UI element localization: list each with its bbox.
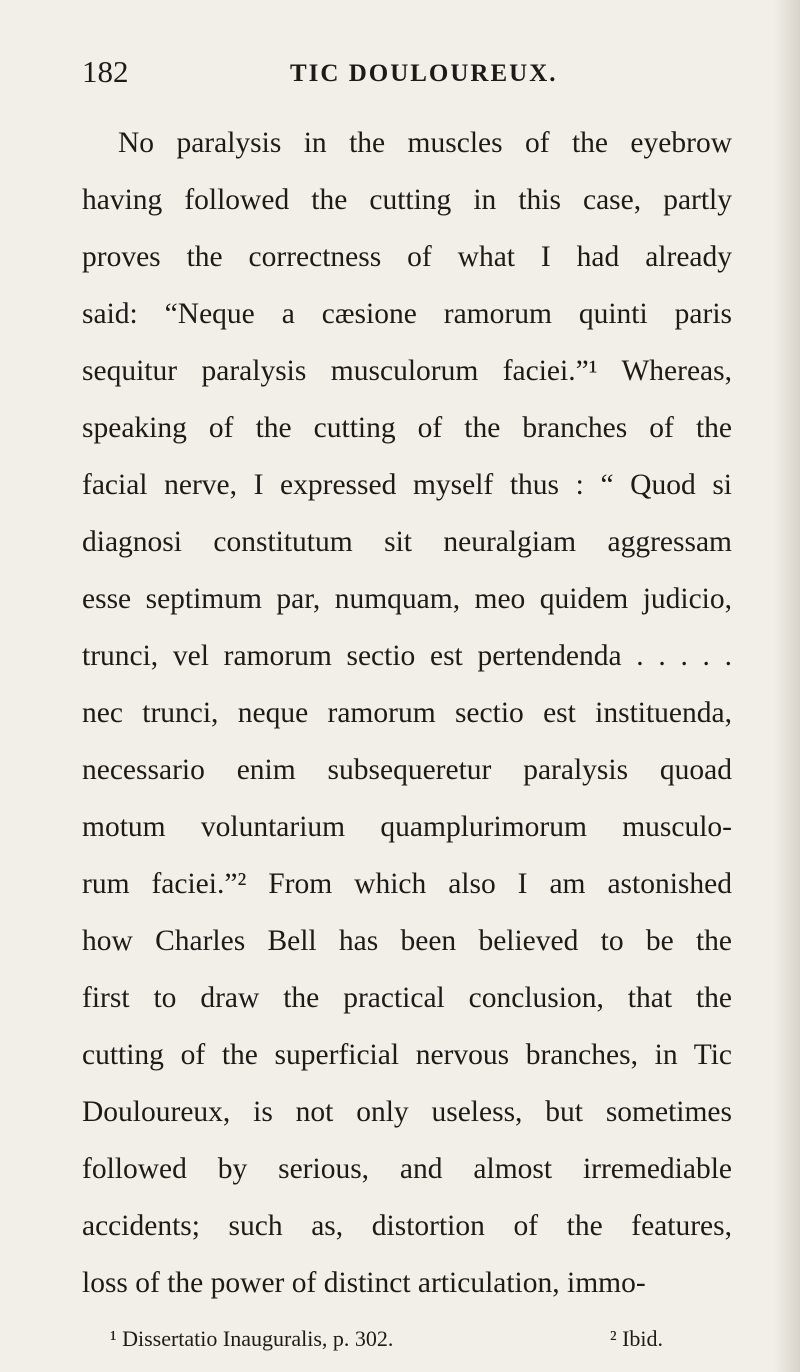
text-line: accidents; such as, distortion of the features, bbox=[82, 1210, 732, 1242]
text-line: trunci, vel ramorum sectio est pertendenda . . . . . bbox=[82, 640, 732, 672]
text-line: said: “Neque a cæsione ramorum quinti paris bbox=[82, 298, 732, 330]
text-line: proves the correctness of what I had already bbox=[82, 241, 732, 273]
text-line: loss of the power of distinct articulation, immo- bbox=[82, 1267, 646, 1299]
text-line: diagnosi constitutum sit neuralgiam aggressam bbox=[82, 526, 732, 558]
text-line: nec trunci, neque ramorum sectio est instituenda, bbox=[82, 697, 732, 729]
text-line: rum faciei.”² From which also I am astonished bbox=[82, 868, 732, 900]
footnotes bbox=[82, 1321, 732, 1357]
footnote-1: ¹ Dissertatio Inauguralis, p. 302. bbox=[110, 1326, 394, 1351]
text-line: having followed the cutting in this case, partly bbox=[82, 184, 732, 216]
text-line: cutting of the superficial nervous branches, in Tic bbox=[82, 1039, 732, 1071]
text-line: necessario enim subsequeretur paralysis quoad bbox=[82, 754, 732, 786]
footnote-2: ² Ibid. bbox=[610, 1326, 664, 1351]
text-line: followed by serious, and almost irremediable bbox=[82, 1153, 732, 1185]
text-line: speaking of the cutting of the branches of the bbox=[82, 412, 732, 444]
text-line: how Charles Bell has been believed to be the bbox=[82, 925, 732, 957]
text-line: sequitur paralysis musculorum faciei.”¹ Whereas, bbox=[82, 355, 732, 387]
page-number: 182 bbox=[82, 54, 129, 89]
text-line: Douloureux, is not only useless, but sometimes bbox=[82, 1096, 732, 1128]
text-line: motum voluntarium quamplurimorum musculo- bbox=[82, 811, 732, 843]
text-line: No paralysis in the muscles of the eyebrow bbox=[118, 127, 732, 159]
running-title: TIC DOULOUREUX. bbox=[290, 60, 558, 87]
text-line: first to draw the practical conclusion, that the bbox=[82, 982, 732, 1014]
text-line: facial nerve, I expressed myself thus : “ Quod si bbox=[82, 469, 732, 501]
text-line: esse septimum par, numquam, meo quidem judicio, bbox=[82, 583, 732, 615]
body-text bbox=[82, 115, 732, 1312]
page-edge-shadow bbox=[774, 0, 800, 1372]
page-header bbox=[82, 52, 732, 98]
